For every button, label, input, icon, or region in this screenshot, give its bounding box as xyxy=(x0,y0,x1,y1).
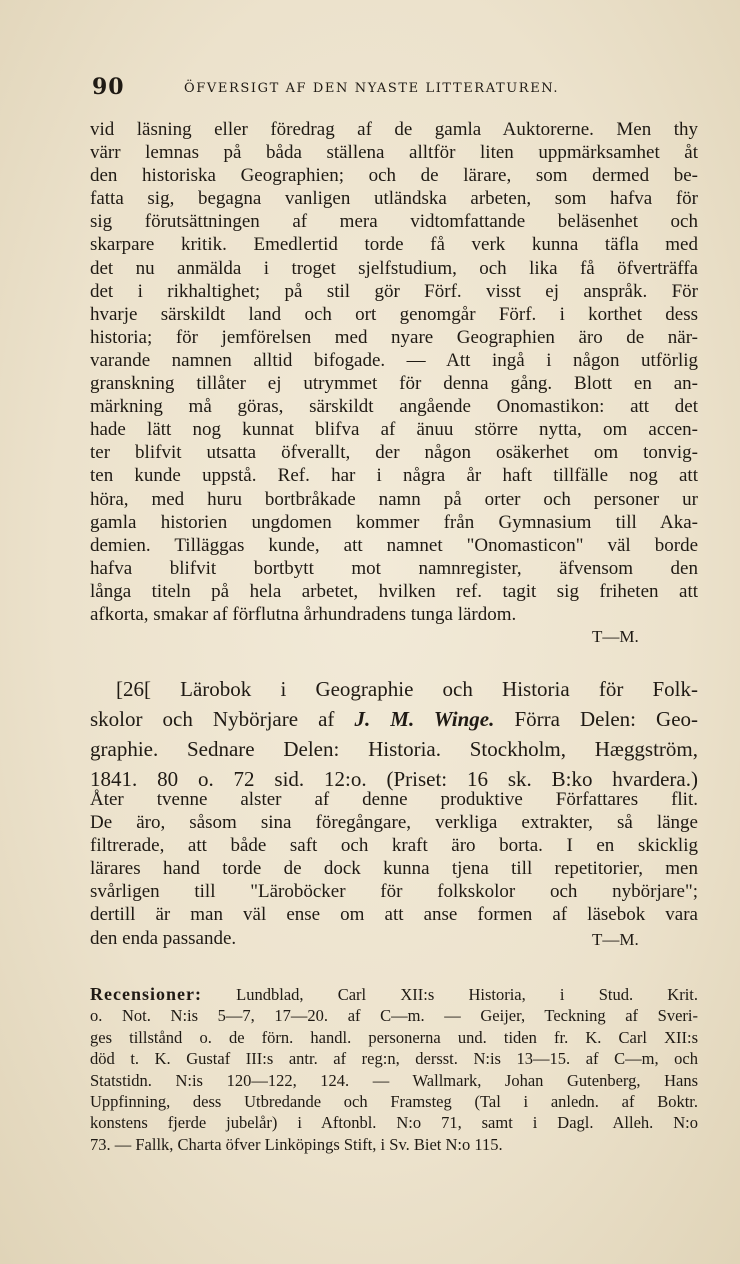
text-line-3: fatta sig, begagna vanligen utländska arbeten, som hafva för xyxy=(90,188,698,210)
text-line-17: gamla historien ungdomen kommer från Gymnasium till Aka- xyxy=(90,511,698,533)
running-title: ÖFVERSIGT AF DEN NYASTE LITTERATUREN. xyxy=(184,81,560,96)
entry-title-cont: för Folk- xyxy=(598,677,698,701)
page-header xyxy=(92,74,708,102)
text-line-2: den historiska Geographien; och de lärare, som dermed be- xyxy=(90,165,698,187)
entry-text-line-2: filtrerade, att både saft och kraft äro borta. I en skicklig xyxy=(90,835,698,857)
text-line-11: granskning tillåter ej utrymmet för denna gång. Blott en an- xyxy=(90,373,698,395)
text-line-19: hafva blifvit bortbytt mot namnregister, äfvensom den xyxy=(90,557,698,579)
text-line-4: sig förutsättningen af mera vidtomfattande beläsenhet och xyxy=(90,211,698,233)
reviews-line-3: död t. K. Gustaf III:s antr. af reg:n, dersst. N:is 13—15. af C—m, och xyxy=(90,1049,698,1069)
entry-heading xyxy=(90,674,698,794)
text-line-5: skarpare kritik. Emedlertid torde få verk kunna täfla med xyxy=(90,234,698,256)
reviews-lines xyxy=(90,1005,698,1155)
page-number: 90 xyxy=(92,74,125,100)
reviews-section xyxy=(90,984,698,1155)
reviews-heading: Recensioner: xyxy=(90,984,202,1004)
text-line-6: det nu anmälda i troget sjelfstudium, och lika få öfverträffa xyxy=(90,257,698,279)
entry-heading-line-1 xyxy=(90,674,698,704)
text-line-9: historia; för jemförelsen med nyare Geographien äro de när- xyxy=(90,326,698,348)
entry-review-text xyxy=(90,788,698,950)
reviews-line-5: Uppfinning, dess Utbredande och Framsteg (Tal i anledn. af Boktr. xyxy=(90,1092,698,1112)
entry-heading-line-3: graphie. Sednare Delen: Historia. Stockholm, Hæggström, xyxy=(90,737,698,761)
text-line-15: ten kunde uppstå. Ref. har i några år haft tillfälle nog att xyxy=(90,465,698,487)
text-line-20: långa titeln på hela arbetet, hvilken ref. tagit sig friheten att xyxy=(90,580,698,602)
text-line-12: märkning må göras, särskildt angående Onomastikon: att det xyxy=(90,396,698,418)
text-line-13: hade lätt nog kunnat blifva af änuu större nytta, om accen- xyxy=(90,419,698,441)
entry-text-line-1: De äro, såsom sina föregångare, verkliga extrakter, så länge xyxy=(90,812,698,834)
entry-title: Lärobok i Geographie och Historia xyxy=(180,677,570,701)
entry-author: J. M. Winge. xyxy=(354,707,495,731)
entry-text-line-3: lärares hand torde de dock kunna tjena till repetitorier, men xyxy=(90,858,698,880)
entry-heading-line-2 xyxy=(90,704,698,734)
text-line-18: demien. Tilläggas kunde, att namnet "Onomasticon" väl borde xyxy=(90,534,698,556)
entry-text-line-5: dertill är man väl ense om att anse formen af läsebok vara xyxy=(90,904,698,926)
text-line-10: varande namnen alltid bifogade. — Att ingå i någon utförlig xyxy=(90,349,698,371)
entry-text-line-0: Åter tvenne alster af denne produktive Författares flit. xyxy=(90,789,698,810)
reviews-line-6: konstens fjerde jubelår) i Aftonbl. N:o 71, samt i Dagl. Alleh. N:o xyxy=(90,1113,698,1133)
text-line-14: ter blifvit utsatta öfverallt, der någon osäkerhet om tonvig- xyxy=(90,442,698,464)
review-text-block xyxy=(90,118,698,626)
review-signature: T—M. xyxy=(592,627,639,646)
entry-line2-post: Förra Delen: Geo- xyxy=(514,707,699,731)
entry-text-line-4: svårligen till "Läroböcker för folkskolor och nybörjare"; xyxy=(90,881,698,903)
reviews-line-1: o. Not. N:is 5—7, 17—20. af C—m. — Geijer, Teckning af Sveri- xyxy=(90,1006,698,1026)
entry-review-lines xyxy=(90,788,698,927)
entry-line2-pre: skolor och Nybörjare af xyxy=(90,707,335,731)
entry-review-last-line: den enda passande. xyxy=(90,927,237,949)
text-line-16: höra, med huru bortbråkade namn på orter och personer ur xyxy=(90,488,698,510)
text-line-1: värr lemnas på båda ställena alltför liten uppmärksamhet åt xyxy=(90,142,698,164)
text-line-8: hvarje särskildt land och ort genomgår Förf. i korthet dess xyxy=(90,303,698,325)
reviews-line-2: ges tillstånd o. de förn. handl. personerna und. tiden fr. K. Carl XII:s xyxy=(90,1027,698,1047)
entry-heading-line-4: 1841. 80 o. 72 sid. 12:o. (Priset: 16 sk. B:ko hvardera.) xyxy=(90,767,698,791)
entry-number: [26[ xyxy=(116,677,151,701)
text-line-21: afkorta, smakar af förflutna århundradens tunga lärdom. xyxy=(90,603,517,625)
reviews-text-0: Lundblad, Carl XII:s Historia, i Stud. Krit. xyxy=(236,985,699,1004)
reviews-line-1 xyxy=(90,984,698,1005)
reviews-line-4: Statstidn. N:is 120—122, 124. — Wallmark, Johan Gutenberg, Hans xyxy=(90,1070,698,1090)
entry-signature: T—M. xyxy=(592,930,639,949)
text-line-0: vid läsning eller föredrag af de gamla Auktorerne. Men thy xyxy=(90,119,698,140)
reviews-line-7: 73. — Fallk, Charta öfver Linköpings Stift, i Sv. Biet N:o 115. xyxy=(90,1134,503,1154)
text-line-7: det i rikhaltighet; på stil gör Förf. visst ej anspråk. För xyxy=(90,280,698,302)
